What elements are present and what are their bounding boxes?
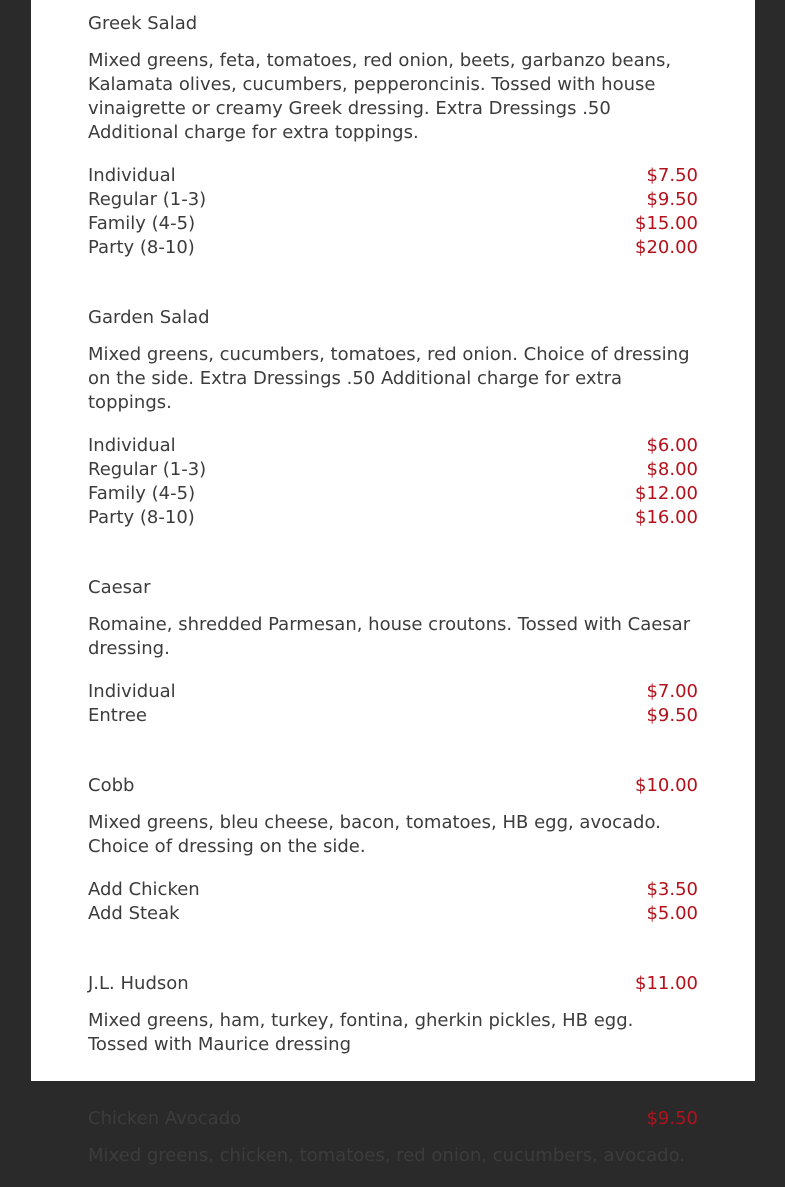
option-price: $12.00 xyxy=(635,483,698,504)
item-price: $11.00 xyxy=(635,973,698,994)
option-price: $9.50 xyxy=(646,705,698,726)
item-description: Mixed greens, cucumbers, tomatoes, red onion. Choice of dressing on the side. Extra Dressings .50 Additional charge for extra toppings. xyxy=(88,344,690,413)
price-row xyxy=(88,164,698,188)
menu-item-greek-salad xyxy=(88,0,698,294)
option-label: Individual xyxy=(88,435,176,456)
price-row xyxy=(88,236,698,260)
item-description: Mixed greens, ham, turkey, fontina, gherkin pickles, HB egg. Tossed with Maurice dressing xyxy=(88,1010,634,1055)
option-price: $7.50 xyxy=(646,165,698,186)
item-header xyxy=(88,0,698,49)
spacer xyxy=(88,728,698,762)
spacer xyxy=(88,260,698,294)
option-price: $6.00 xyxy=(646,435,698,456)
option-price: $3.50 xyxy=(646,879,698,900)
price-row xyxy=(88,902,698,926)
item-price: $9.50 xyxy=(646,1108,698,1129)
price-row xyxy=(88,680,698,704)
option-label: Individual xyxy=(88,165,176,186)
option-label: Family (4-5) xyxy=(88,213,196,234)
item-name: Garden Salad xyxy=(88,307,210,328)
price-row xyxy=(88,482,698,506)
price-row xyxy=(88,458,698,482)
spacer xyxy=(88,1076,698,1095)
option-price: $9.50 xyxy=(646,189,698,210)
option-label: Entree xyxy=(88,705,147,726)
menu-item-garden-salad xyxy=(88,294,698,564)
price-row xyxy=(88,212,698,236)
option-price: $15.00 xyxy=(635,213,698,234)
option-label: Regular (1-3) xyxy=(88,189,207,210)
item-header xyxy=(88,762,698,811)
option-price: $8.00 xyxy=(646,459,698,480)
item-name: Caesar xyxy=(88,577,151,598)
price-list xyxy=(88,680,698,728)
price-row xyxy=(88,704,698,728)
price-row xyxy=(88,878,698,902)
price-row xyxy=(88,434,698,458)
menu-content xyxy=(88,0,698,1187)
option-price: $20.00 xyxy=(635,237,698,258)
menu-page xyxy=(31,0,755,1166)
item-name: Chicken Avocado xyxy=(88,1108,242,1129)
menu-item-cobb xyxy=(88,762,698,960)
price-list xyxy=(88,164,698,260)
option-label: Party (8-10) xyxy=(88,507,195,528)
item-header xyxy=(88,960,698,1009)
item-header xyxy=(88,1095,698,1144)
option-price: $5.00 xyxy=(646,903,698,924)
price-list xyxy=(88,434,698,530)
item-header xyxy=(88,564,698,613)
item-name: J.L. Hudson xyxy=(88,973,189,994)
item-description: Mixed greens, feta, tomatoes, red onion, beets, garbanzo beans, Kalamata olives, cucumbers, pepperoncinis. Tossed with house vinaigrette or creamy Greek dressing. Extra Dressings .50 Additional charge for extra toppings. xyxy=(88,50,672,143)
item-name: Greek Salad xyxy=(88,13,198,34)
price-list xyxy=(88,878,698,926)
item-header xyxy=(88,294,698,343)
price-row xyxy=(88,188,698,212)
option-label: Party (8-10) xyxy=(88,237,195,258)
item-description: Mixed greens, chicken, tomatoes, red onion, cucumbers, avocado. xyxy=(88,1145,686,1166)
option-label: Add Chicken xyxy=(88,879,200,900)
menu-item-chicken-avocado xyxy=(88,1095,698,1168)
option-label: Family (4-5) xyxy=(88,483,196,504)
option-label: Add Steak xyxy=(88,903,180,924)
item-price: $10.00 xyxy=(635,775,698,796)
item-name: Cobb xyxy=(88,775,135,796)
item-description: Romaine, shredded Parmesan, house croutons. Tossed with Caesar dressing. xyxy=(88,614,691,659)
spacer xyxy=(88,530,698,564)
menu-item-jl-hudson xyxy=(88,960,698,1095)
option-price: $7.00 xyxy=(646,681,698,702)
option-price: $16.00 xyxy=(635,507,698,528)
item-description: Mixed greens, bleu cheese, bacon, tomatoes, HB egg, avocado. Choice of dressing on the side. xyxy=(88,812,661,857)
price-row xyxy=(88,506,698,530)
menu-item-caesar xyxy=(88,564,698,762)
option-label: Individual xyxy=(88,681,176,702)
spacer xyxy=(88,926,698,960)
option-label: Regular (1-3) xyxy=(88,459,207,480)
